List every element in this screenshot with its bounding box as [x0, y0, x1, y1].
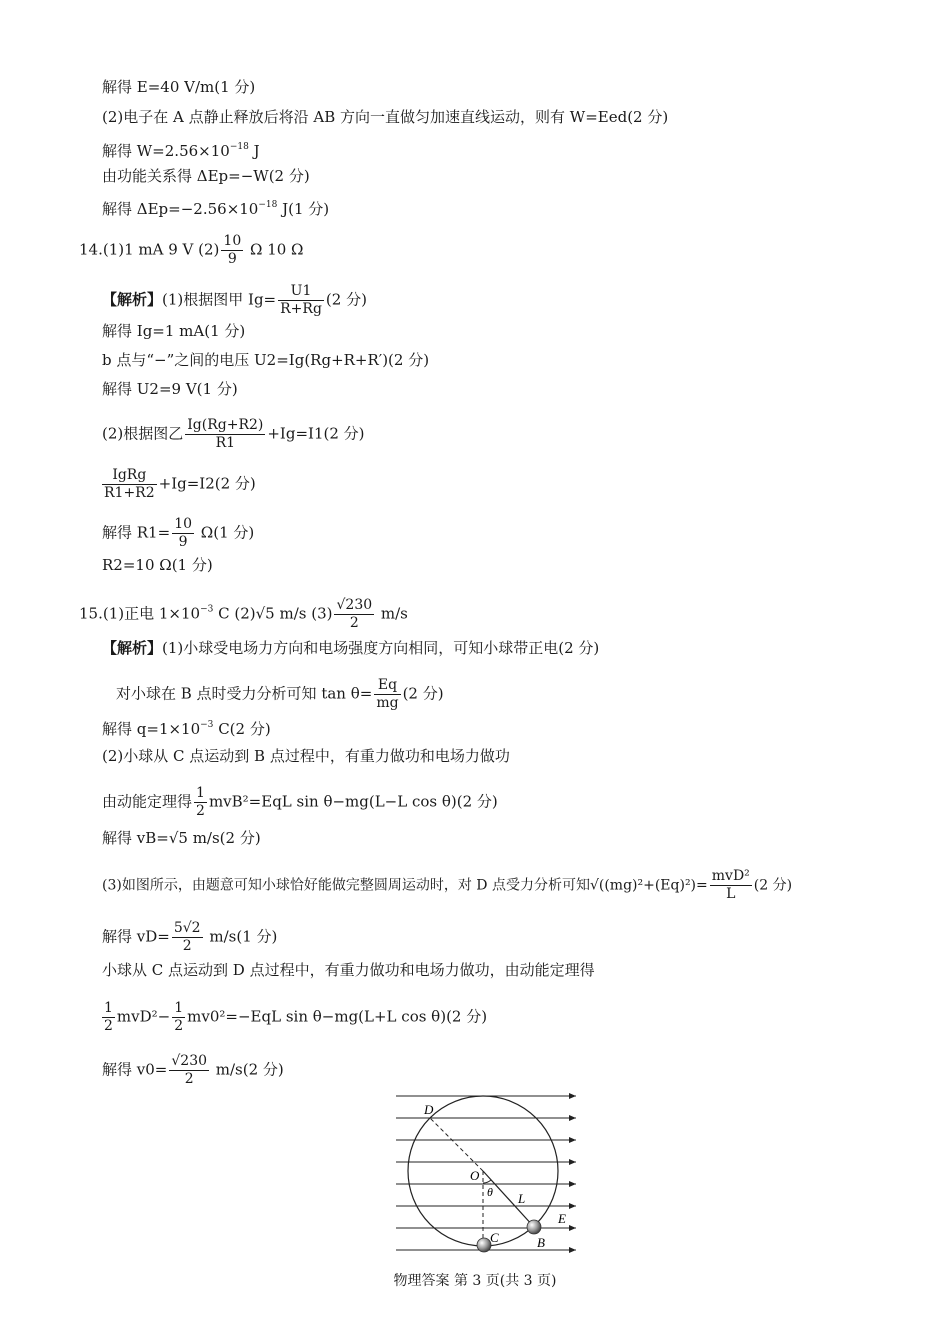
q15-answer: 15.(1)正电 $1\times 10^{-3}$ C (2)√5 m/s (3) $\frac{√230}{2}$ m/s [79, 597, 408, 631]
string-l [483, 1171, 534, 1227]
circular-motion-diagram [390, 1090, 590, 1262]
line-work-formula: (2)电子在 A 点静止释放后将沿 AB 方向一直做匀加速直线运动，则有 W=Eed(2 分) [102, 108, 669, 126]
q14-analysis-1: 【解析】(1)根据图甲 Ig= $\frac{U1}{R+Rg}$ (2 分) [102, 283, 367, 317]
label-c: C [490, 1230, 499, 1245]
q15-analysis-7: (3)如图所示，由题意可知小球恰好能做完整圆周运动时，对 D 点受力分析可知√((mg)²+(Eq)²)= $\frac{\text{mvD²}}{L}$ (2 分) [102, 868, 793, 902]
label-d: D [424, 1102, 434, 1117]
q14-analysis-6: $\frac{\text{IgRg}}{R1+R2}$ +Ig=I2(2 分) [104, 467, 256, 501]
q15-analysis-10: $\frac{1}{2}$ mvD²− $\frac{1}{2}$ mv0²=−EqL sin θ−mg(L+L cos θ)(2 分) [104, 1000, 488, 1034]
dashed-od [430, 1118, 483, 1171]
line-energy-result: 解得 $\Delta Ep=-2.56\times 10^{-18}$ J(1 分) [102, 200, 330, 218]
angle-arc [483, 1180, 491, 1183]
label-b: B [537, 1235, 545, 1250]
q15-analysis-3: 解得 $q=1\times 10^{-3}$ C(2 分) [102, 720, 271, 738]
q15-analysis-2: 对小球在 B 点时受力分析可知 tan θ= $\frac{Eq}{mg}$ (2 分) [116, 677, 444, 711]
q14-analysis-5: (2)根据图乙 $\frac{Ig(Rg+R2)}{R1}$ +Ig=I1(2 分) [102, 417, 365, 451]
q15-analysis-5: 由动能定理得 $\frac{1}{2}$ mvB²=EqL sin θ−mg(L−L cos θ)(2 分) [102, 785, 498, 819]
q14-answer: 14.(1)1 mA 9 V (2) $\frac{10}{9}$ Ω 10 Ω [79, 233, 304, 267]
page-footer: 物理答案 第 3 页(共 3 页) [393, 1273, 557, 1289]
line-e-result: 解得 E=40 V/m(1 分) [102, 78, 256, 96]
q15-analysis-11: 解得 v0= $\frac{√230}{2}$ m/s(2 分) [102, 1053, 284, 1087]
label-o: O [470, 1168, 480, 1183]
label-e: E [558, 1211, 566, 1226]
q15-analysis-4: (2)小球从 C 点运动到 B 点过程中，有重力做功和电场力做功 [102, 747, 510, 765]
line-work-result: 解得 $W=2.56\times 10^{-18}$ J [102, 142, 260, 160]
q15-analysis-9: 小球从 C 点运动到 D 点过程中，有重力做功和电场力做功，由动能定理得 [102, 961, 595, 979]
q15-analysis-1: 【解析】(1)小球受电场力方向和电场强度方向相同，可知小球带正电(2 分) [102, 639, 600, 657]
label-l: L [518, 1191, 526, 1206]
q15-analysis-6: 解得 vB=√5 m/s(2 分) [102, 829, 261, 847]
q14-analysis-7: 解得 R1= $\frac{10}{9}$ Ω(1 分) [102, 516, 255, 550]
ball-b [527, 1220, 541, 1234]
q14-analysis-2: 解得 Ig=1 mA(1 分) [102, 322, 246, 340]
q14-analysis-3: b 点与“−”之间的电压 U2=Ig(Rg+R+R′)(2 分) [102, 351, 430, 369]
ball-c [477, 1238, 491, 1252]
line-energy-relation: 由功能关系得 ΔEp=−W(2 分) [102, 167, 310, 185]
q15-analysis-8: 解得 vD= $\frac{5√2}{2}$ m/s(1 分) [102, 920, 278, 954]
label-theta: θ [487, 1185, 493, 1199]
q14-analysis-4: 解得 U2=9 V(1 分) [102, 380, 238, 398]
q14-analysis-8: R2=10 Ω(1 分) [102, 556, 213, 574]
field-lines [396, 1096, 576, 1250]
